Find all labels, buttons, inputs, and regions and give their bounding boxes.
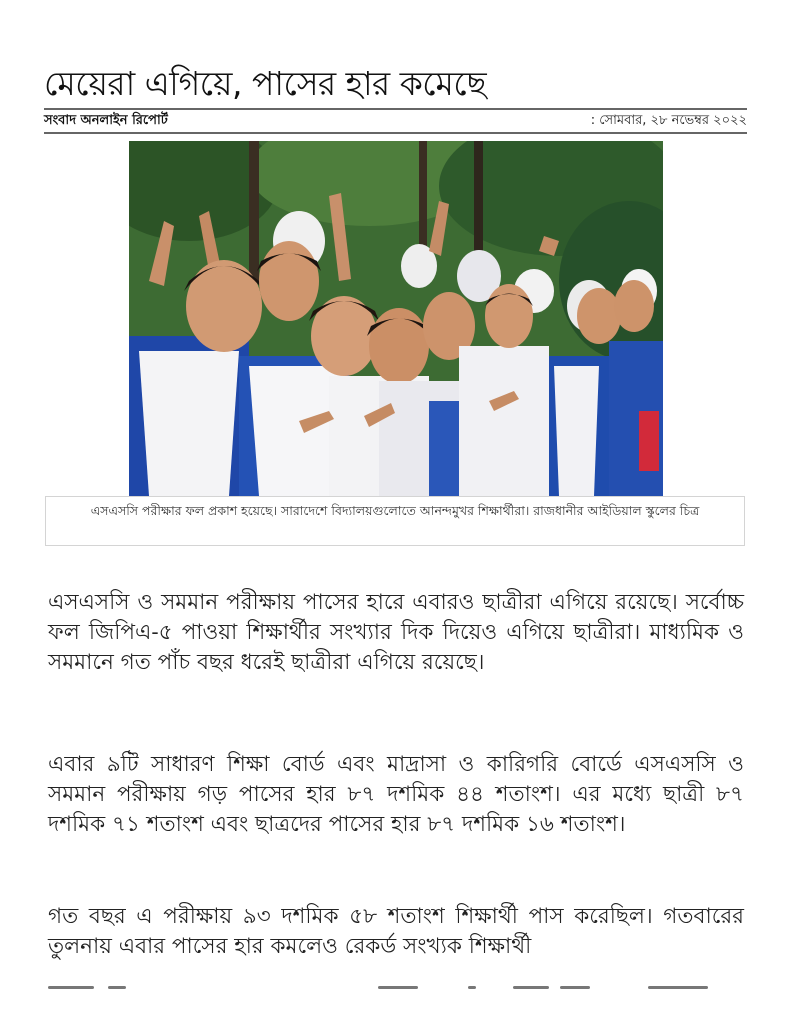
article-paragraph-2: এবার ৯টি সাধারণ শিক্ষা বোর্ড এবং মাদ্রাসা ও কারিগরি বোর্ডে এসএসসি ও সমমান পরীক্ষায় গড় পাসের হার ৮৭ দশমিক ৪৪ শতাংশ। এর মধ্যে ছাত্রী ৮৭ দশমিক ৭১ শতাংশ এবং ছাত্রদের পাসের হার ৮৭ দশমিক ১৬ শতাংশ। [48,751,744,837]
byline-bar [44,108,747,134]
photo-caption: এসএসসি পরীক্ষার ফল প্রকাশ হয়েছে। সারাদেশে বিদ্যালয়গুলোতে আনন্দমুখর শিক্ষার্থীরা। রাজধানীর আইডিয়াল স্কুলের চিত্র [45,496,745,546]
news-photo [129,141,663,496]
reporter-name: সংবাদ অনলাইন রিপোর্ট [44,112,168,128]
article-paragraph-1: এসএসসি ও সমমান পরীক্ষায় পাসের হারে এবারও ছাত্রীরা এগিয়ে রয়েছে। সর্বোচ্চ ফল জিপিএ-৫ পাওয়া শিক্ষার্থীর সংখ্যার দিক দিয়েও এগিয়ে ছাত্রীরা। মাধ্যমিক ও সমমানে গত পাঁচ বছর ধরেই ছাত্রীরা এগিয়ে রয়েছে। [48,589,744,675]
article-paragraph-3: গত বছর এ পরীক্ষায় ৯৩ দশমিক ৫৮ শতাংশ শিক্ষার্থী পাস করেছিল। গতবারের তুলনায় এবার পাসের হার কমলেও রেকর্ড সংখ্যক শিক্ষার্থী [48,903,744,959]
cut-off-text-line [48,986,744,992]
article-headline: মেয়েরা এগিয়ে, পাসের হার কমেছে [44,64,487,104]
publish-date: : সোমবার, ২৮ নভেম্বর ২০২২ [590,112,747,128]
